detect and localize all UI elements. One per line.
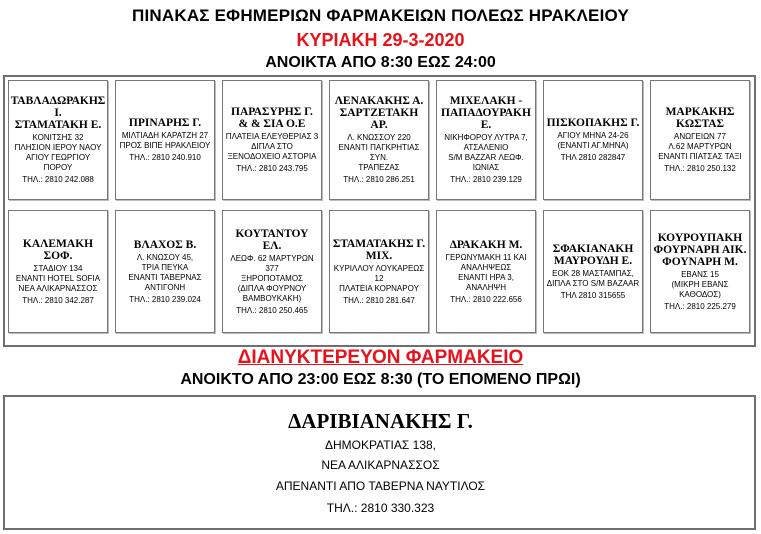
pharmacy-card [650, 80, 750, 200]
pharmacy-phone: ΤΗΛ 2810 282847 [560, 153, 626, 162]
night-pharmacy-street: ΔΗΜΟΚΡΑΤΙΑΣ 138, [324, 438, 437, 452]
day-hours: ΑΝΟΙΚΤΑ ΑΠΟ 8:30 ΕΩΣ 24:00 [265, 54, 496, 71]
pharmacy-address: ΑΝΩΓΕΙΩΝ 77 Λ.62 ΜΑΡΤΥΡΩΝ ΕΝΑΝΤΙ ΠΙΑΤΣΑΣ ΤΑΞΙ [658, 132, 742, 161]
pharmacy-phone: ΤΗΛ.: 2810 250.465 [236, 305, 308, 315]
pharmacy-address: ΚΥΡΙΛΛΟΥ ΛΟΥΚΑΡΕΩΣ 12 ΠΛΑΤΕΙΑ ΚΟΡΝΑΡΟΥ [333, 263, 425, 293]
pharmacy-name: ΛΕΝΑΚΑΚΗΣ Α. ΣΑΡΤΖΕΤΑΚΗ ΑΡ. [334, 95, 424, 131]
pharmacy-phone: ΤΗΛ.: 2810 281.647 [343, 295, 415, 305]
pharmacy-phone: ΤΗΛ.: 2810 225.279 [664, 301, 736, 311]
pharmacy-card [8, 210, 108, 333]
pharmacy-name: ΚΑΛΕΜΑΚΗ ΣΟΦ. [22, 237, 94, 262]
pharmacy-address: Λ. ΚΝΩΣΣΟΥ 220 ΕΝΑΝΤΙ ΠΑΓΚΡΗΤΙΑΣ ΣΥΝ. ΤΡΑΠΕΖΑΣ [338, 133, 420, 172]
pharmacy-name: ΒΛΑΧΟΣ Β. [133, 238, 197, 251]
pharmacy-phone: ΤΗΛ 2810 315655 [560, 290, 626, 300]
pharmacy-address: ΚΟΝΙΤΣΗΣ 32 ΠΛΗΣΙΟΝ ΙΕΡΟΥ ΝΑΟΥ ΑΓΙΟΥ ΓΕΩΡΓΙΟΥ ΠΟΡΟΥ [14, 133, 102, 172]
pharmacy-card [436, 210, 536, 333]
pharmacy-name: ΚΟΥΤΑΝΤΟΥ ΕΛ. [235, 227, 309, 252]
pharmacy-phone: ΤΗΛ.: 2810 239.024 [129, 294, 201, 304]
night-pharmacy-phone: ΤΗΛ.: 2810 330.323 [326, 501, 435, 515]
pharmacy-name: ΣΦΑΚΙΑΝΑΚΗ ΜΑΥΡΟΥΔΗ Ε. [552, 242, 634, 267]
date-heading: ΚΥΡΙΑΚΗ 29-3-2020 [296, 30, 465, 50]
pharmacy-name: ΠΡΙΝΑΡΗΣ Γ. [128, 117, 202, 129]
pharmacy-address: ΕΟΚ 28 ΜΑΣΤΑΜΠΑΣ, ΔΙΠΛΑ ΣΤΟ S/M BAZAAR [546, 268, 640, 288]
pharmacy-card [222, 210, 322, 333]
pharmacy-phone: ΤΗΛ.: 2810 240.910 [129, 153, 201, 162]
pharmacy-address: ΑΓΙΟΥ ΜΗΝΑ 24-26 (ΕΝΑΝΤΙ ΑΓ.ΜΗΝΑ) [557, 131, 629, 150]
pharmacy-phone: ΤΗΛ.: 2810 242.088 [22, 175, 94, 184]
page-title: ΠΙΝΑΚΑΣ ΕΦΗΜΕΡΙΩΝ ΦΑΡΜΑΚΕΙΩΝ ΠΟΛΕΩΣ ΗΡΑΚΛΕΙΟΥ [132, 6, 629, 25]
pharmacy-address: ΠΛΑΤΕΙΑ ΕΛΕΥΘΕΡΙΑΣ 3 ΔΙΠΛΑ ΣΤΟ ΞΕΝΟΔΟΧΕΙΟ ΑΣΤΟΡΙΑ [225, 132, 319, 161]
pharmacy-phone: ΤΗΛ.: 2810 286.251 [343, 175, 415, 184]
pharmacy-card [543, 80, 643, 200]
night-pharmacy-heading: ΔΙΑΝΥΚΤΕΡΕΥΟΝ ΦΑΡΜΑΚΕΙΟ [237, 347, 524, 368]
pharmacy-name: ΣΤΑΜΑΤΑΚΗΣ Γ. ΜΙΧ. [332, 237, 426, 262]
pharmacy-address: ΝΙΚΗΦΟΡΟΥ ΛΥΤΡΑ 7, ΑΤΣΑΛΕΝΙΟ S/M BAZZAR ΛΕΩΦ. ΙΩΝΙΑΣ [444, 133, 528, 172]
pharmacy-phone: ΤΗΛ.: 2810 222.656 [450, 294, 522, 304]
pharmacy-address: ΜΙΛΤΙΑΔΗ ΚΑΡΑΤΖΗ 27 ΠΡΟΣ ΒΙΠΕ ΗΡΑΚΛΕΙΟΥ [119, 131, 211, 150]
pharmacy-name: ΜΙΧΕΛΑΚΗ - ΠΑΠΑΔΟΥΡΑΚΗ Ε. [441, 95, 531, 131]
pharmacy-card [650, 210, 750, 333]
pharmacy-address: ΛΕΩΦ. 62 ΜΑΡΤΥΡΩΝ 377 ΞΗΡΟΠΟΤΑΜΟΣ (ΔΙΠΛΑ ΦΟΥΡΝΟΥ ΒΑΜΒΟΥΚΑΚΗ) [230, 253, 314, 303]
pharmacy-phone: ΤΗΛ.: 2810 243.795 [236, 164, 308, 173]
pharmacy-card [8, 80, 108, 200]
pharmacy-phone: ΤΗΛ.: 2810 239.129 [450, 175, 522, 184]
pharmacy-card [329, 210, 429, 333]
pharmacy-name: ΠΙΣΚΟΠΑΚΗΣ Γ. [546, 117, 640, 129]
pharmacy-address: ΓΕΡΩΝΥΜΑΚΗ 11 ΚΑΙ ΑΝΑΛΗΨΕΩΣ ΕΝΑΝΤΙ ΗΡΑ 3, ΑΝΑΛΗΨΗ [445, 252, 527, 292]
pharmacy-card [329, 80, 429, 200]
pharmacy-name: ΜΑΡΚΑΚΗΣ ΚΩΣΤΑΣ [665, 106, 735, 130]
pharmacy-address: Λ. ΚΝΩΣΟΥ 45, ΤΡΙΑ ΠΕΥΚΑ ΕΝΑΝΤΙ ΤΑΒΕΡΝΑΣ ΑΝΤΙΓΟΝΗ [128, 252, 202, 292]
pharmacy-phone: ΤΗΛ.: 2810 250.132 [664, 164, 736, 173]
pharmacy-card [115, 80, 215, 200]
pharmacy-phone: ΤΗΛ.: 2810 342.287 [22, 295, 94, 305]
pharmacy-card [222, 80, 322, 200]
pharmacy-name: ΠΑΡΑΣΥΡΗΣ Γ. & & ΣΙΑ Ο.Ε [231, 106, 313, 130]
night-pharmacy-area: ΝΕΑ ΑΛΙΚΑΡΝΑΣΣΟΣ [321, 458, 440, 472]
night-hours: ΑΝΟΙΚΤΟ ΑΠΟ 23:00 ΕΩΣ 8:30 (ΤΟ ΕΠΟΜΕΝΟ ΠΡΩΙ) [180, 371, 581, 388]
pharmacy-card [543, 210, 643, 333]
pharmacy-name: ΤΑΒΛΑΔΩΡΑΚΗΣ Ι. ΣΤΑΜΑΤΑΚΗ Ε. [10, 95, 106, 131]
pharmacy-card [436, 80, 536, 200]
pharmacy-address: ΣΤΑΔΙΟΥ 134 ΕΝΑΝΤΙ HOTEL SOFIA ΝΕΑ ΑΛΙΚΑΡΝΑΣΣΟΣ [15, 263, 101, 293]
night-pharmacy-name: ΔΑΡΙΒΙΑΝΑΚΗΣ Γ. [288, 409, 473, 433]
pharmacy-name: ΚΟΥΡΟΥΠΑΚΗ ΦΟΥΡΝΑΡΗ ΑΙΚ. ΦΟΥΝΑΡΗ Μ. [653, 231, 747, 268]
pharmacy-card [115, 210, 215, 333]
pharmacy-address: ΕΒΑΝΣ 15 (ΜΙΚΡΗ ΕΒΑΝΣ ΚΑΘΟΔΟΣ) [671, 269, 729, 299]
pharmacy-name: ΔΡΑΚΑΚΗ Μ. [449, 238, 523, 251]
night-pharmacy-landmark: ΑΠΕΝΑΝΤΙ ΑΠΟ ΤΑΒΕΡΝΑ ΝΑΥΤΙΛΟΣ [275, 479, 486, 493]
